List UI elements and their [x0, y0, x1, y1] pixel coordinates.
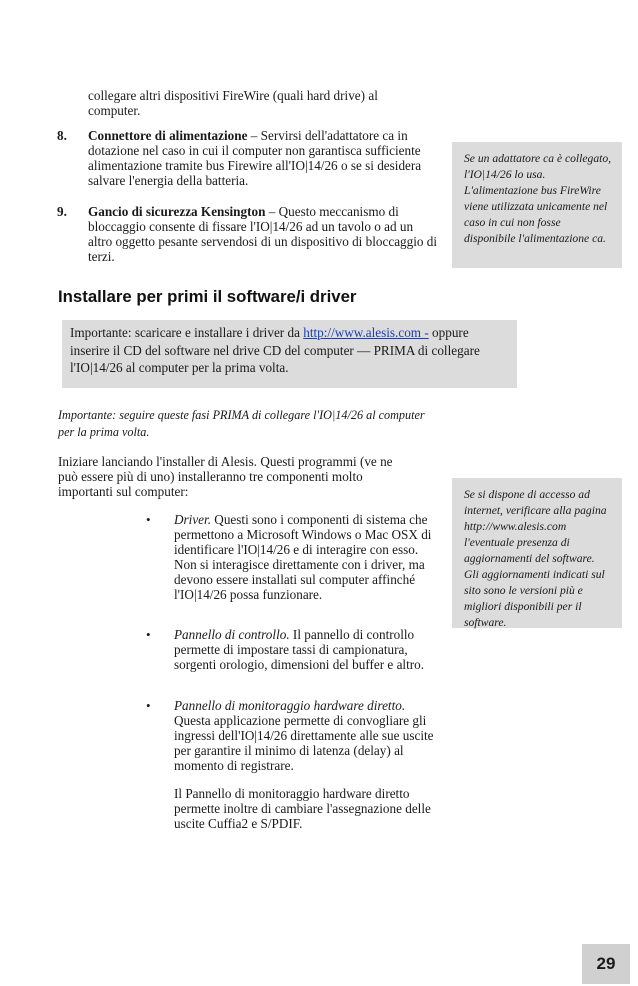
- bullet-dot: •: [146, 512, 151, 527]
- alesis-link[interactable]: http://www.alesis.com -: [303, 325, 429, 340]
- sidebar-note-power: Se un adattatore ca è collegato, l'IO|14/26 lo usa. L'alimentazione bus FireWire viene utilizzata unicamente nel caso in cui non fosse disponibile l'alimentazione ca.: [452, 142, 622, 268]
- item8-text: [88, 128, 438, 188]
- item8-title: Connettore di alimentazione: [88, 128, 248, 143]
- item8-body: – Servirsi dell'adattatore ca in dotazione nel caso in cui il computer non garantisca sufficiente alimentazione tramite bus Firewire all'IO|14/26 o se si desidera salvare l'energia della batteria.: [88, 128, 422, 188]
- intro-paragraph: Iniziare lanciando l'installer di Alesis. Questi programmi (ve ne può essere più di uno) installeranno tre componenti molto importanti sul computer:: [58, 454, 393, 499]
- sidebar-note-updates: Se si dispone di accesso ad internet, verificare alla pagina http://www.alesis.com l'eventuale presenza di aggiornamenti del software. Gli aggiornamenti indicati sul sito sono le versioni più e migliori disponibili per il software.: [452, 478, 622, 628]
- important-note-box: [62, 320, 517, 388]
- item9-text: [88, 204, 438, 264]
- note-text-after: oppure inserire il CD del software nel drive CD del computer — PRIMA di collegare l'IO|14/26 al computer per la prima volta.: [70, 325, 480, 375]
- item9-number: 9.: [57, 204, 67, 219]
- page-number: 29: [582, 944, 630, 984]
- bullet-driver-text: Questi sono i componenti di sistema che permettono a Microsoft Windows o Mac OSX di identificare l'IO|14/26 e di interagire con esso. Non si interagisce direttamente con i driver, ma devono essere installati sul computer affinché l'IO|14/26 possa funzionare.: [174, 512, 432, 602]
- bullet-hardware-monitor-title: Pannello di monitoraggio hardware diretto.: [174, 698, 406, 713]
- bullet-dot: •: [146, 627, 151, 642]
- item9-body: – Questo meccanismo di bloccaggio consente di fissare l'IO|14/26 ad un tavolo o ad un altro oggetto pesante servendosi di un dispositivo di bloccaggio di terzi.: [88, 204, 438, 264]
- bullet-dot: •: [146, 698, 151, 713]
- italic-important-note: Importante: seguire queste fasi PRIMA di collegare l'IO|14/26 al computer per la prima volta.: [58, 408, 425, 439]
- item8-number: 8.: [57, 128, 67, 143]
- bullet-driver-title: Driver.: [174, 512, 211, 527]
- bullet-hardware-monitor: [174, 698, 436, 773]
- bullet-control-panel-title: Pannello di controllo.: [174, 627, 290, 642]
- bullet-hardware-monitor-text: Questa applicazione permette di convogliare gli ingressi dell'IO|14/26 direttamente alle sue uscite per garantire il minimo di latenza (delay) al momento di registrare.: [174, 713, 434, 773]
- section-heading: Installare per primi il software/i driver: [58, 287, 357, 306]
- bullet-hardware-monitor-extra: Il Pannello di monitoraggio hardware diretto permette inoltre di cambiare l'assegnazione delle uscite Cuffia2 e S/PDIF.: [174, 786, 431, 831]
- item7-continuation: collegare altri dispositivi FireWire (quali hard drive) al computer.: [88, 88, 378, 118]
- bullet-control-panel: [174, 627, 434, 672]
- note-text-before: Importante: scaricare e installare i driver da: [70, 325, 304, 340]
- bullet-control-panel-text: Il pannello di controllo permette di impostare tassi di campionatura, sorgenti orologio, dimensioni del buffer e altro.: [174, 627, 425, 672]
- bullet-driver: [174, 512, 439, 602]
- item9-title: Gancio di sicurezza Kensington: [88, 204, 266, 219]
